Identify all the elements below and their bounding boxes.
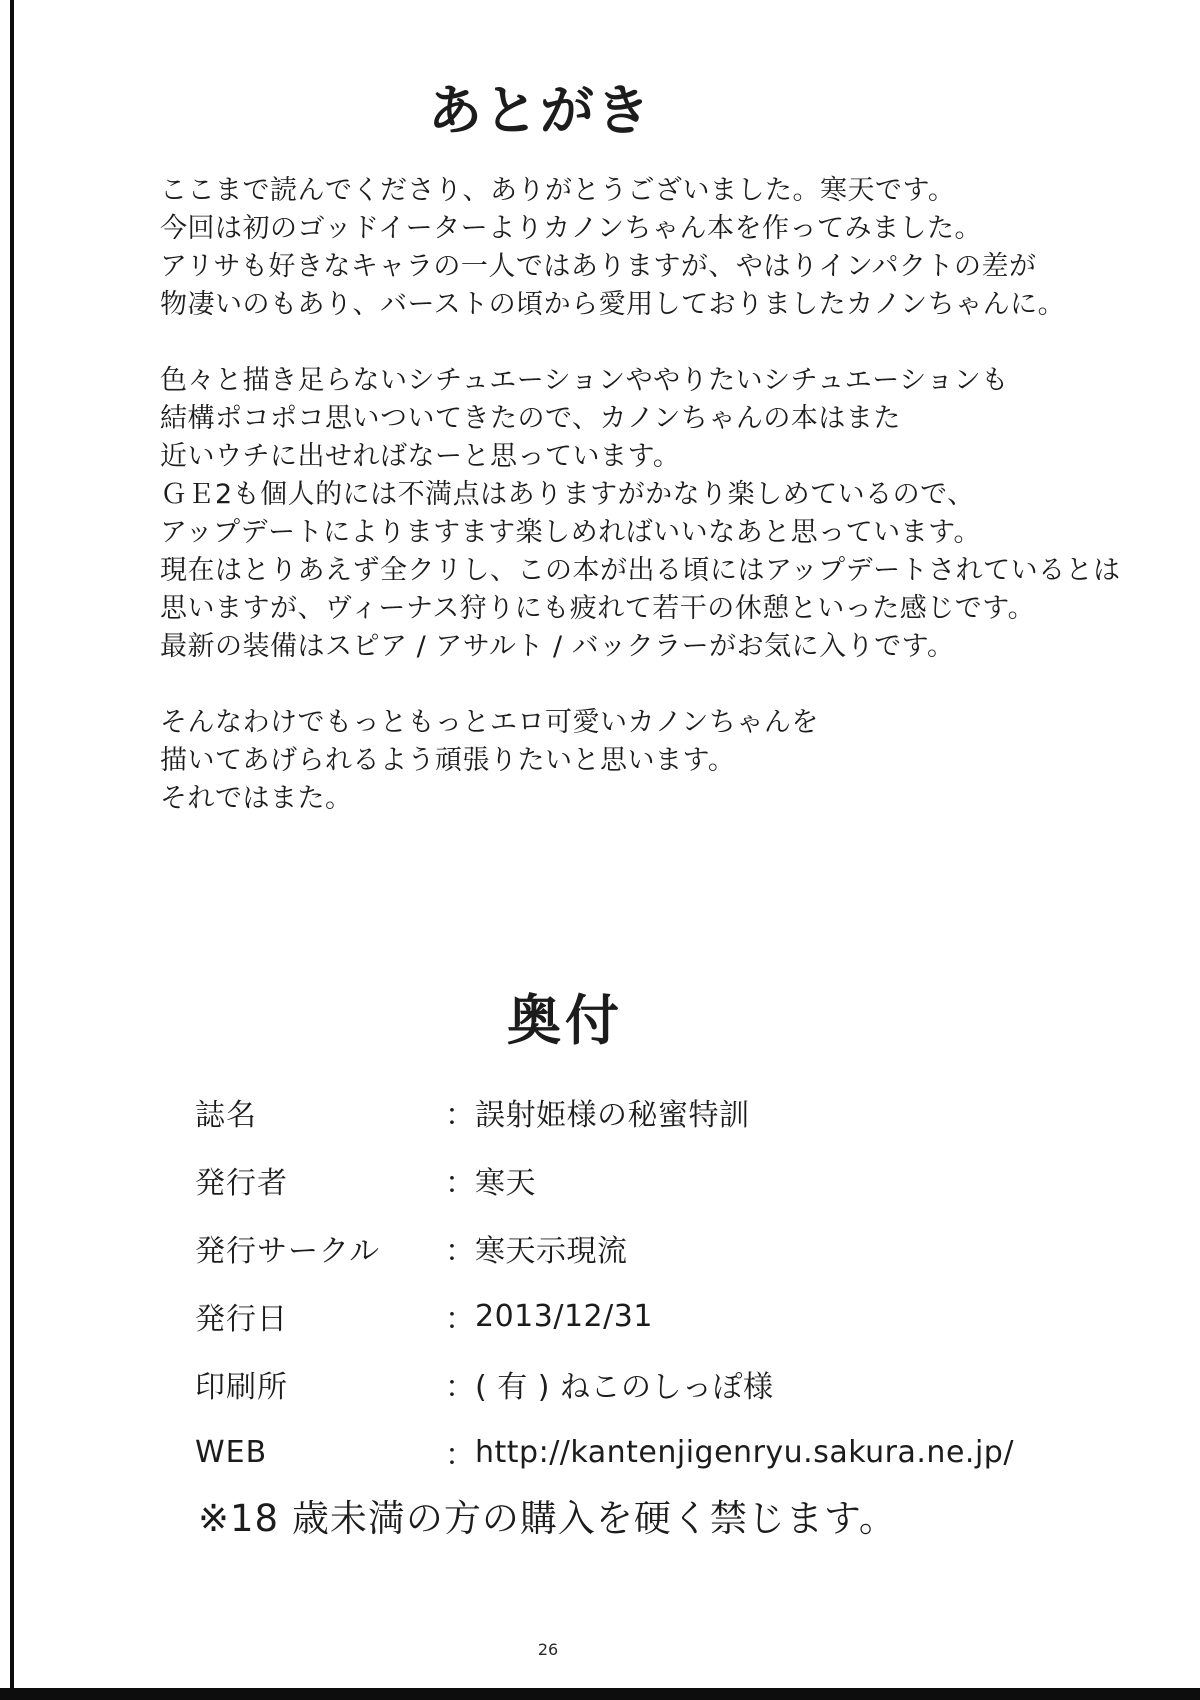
afterword-paragraph-3	[160, 704, 1100, 818]
afterword-line: アップデートによりますます楽しめればいいなあと思っています。	[160, 517, 981, 548]
afterword-line: ここまで読んでくださり、ありがとうございました。寒天です。	[160, 175, 956, 206]
afterword-line: 近いウチに出せればなーと思っています。	[160, 441, 681, 472]
colophon-colon: ：	[445, 1438, 475, 1473]
colophon-value: 2013/12/31	[475, 1298, 653, 1334]
colophon-row-web	[195, 1418, 1075, 1486]
colophon-colon: ：	[445, 1370, 475, 1405]
colophon-url: http://kantenjigenryu.sakura.ne.jp/	[475, 1434, 1014, 1470]
colophon-value: 寒天	[475, 1166, 536, 1201]
colophon-title: 奥付	[507, 989, 623, 1052]
colophon-label: 発行サークル	[195, 1234, 381, 1269]
colophon-value: 誤射姫様の秘蜜特訓	[475, 1098, 750, 1133]
afterword-title: あとがき	[428, 79, 652, 142]
colophon-row-author	[195, 1146, 1075, 1214]
afterword-line: 現在はとりあえず全クリし、この本が出る頃にはアップデートされているとは	[160, 555, 1121, 586]
colophon-row-circle	[195, 1214, 1075, 1282]
colophon-label: 発行者	[195, 1166, 288, 1201]
page-left-border	[10, 0, 14, 1700]
afterword-line: 思いますが、ヴィーナス狩りにも疲れて若干の休憩といった感じです。	[160, 593, 1036, 624]
colophon-colon: ：	[445, 1302, 475, 1337]
afterword-line: 今回は初のゴッドイーターよりカノンちゃん本を作ってみました。	[160, 213, 983, 244]
colophon-colon: ：	[445, 1234, 475, 1269]
colophon-value: ( 有 ) ねこのしっぽ様	[475, 1370, 774, 1405]
colophon-value: 寒天示現流	[475, 1234, 628, 1269]
colophon-row-date	[195, 1282, 1075, 1350]
colophon-label: 印刷所	[195, 1370, 288, 1405]
afterword-body	[160, 172, 1121, 856]
colophon-colon: ：	[445, 1166, 475, 1201]
afterword-line: アリサも好きなキャラの一人ではありますが、やはりインパクトの差が	[160, 251, 1037, 282]
afterword-line: 結構ポコポコ思いついてきたので、カノンちゃんの本はまた	[160, 403, 901, 434]
colophon-row-printer	[195, 1350, 1075, 1418]
colophon-label: 発行日	[195, 1302, 288, 1337]
afterword-paragraph-1	[160, 172, 1100, 324]
colophon-label: WEB	[195, 1434, 268, 1470]
colophon-label: 誌名	[195, 1098, 257, 1133]
afterword-line: 最新の装備はスピア / アサルト / バックラーがお気に入りです。	[160, 631, 955, 662]
afterword-line: それではまた。	[160, 783, 353, 814]
afterword-line: 物凄いのもあり、バーストの頃から愛用しておりましたカノンちゃんに。	[160, 289, 1066, 320]
page-bottom-border	[0, 1688, 1200, 1700]
colophon-row-title	[195, 1078, 1075, 1146]
afterword-paragraph-2	[160, 362, 1121, 666]
age-restriction-warning: ※18 歳未満の方の購入を硬く禁じます。	[198, 1497, 897, 1540]
afterword-line: ＧＥ2も個人的には不満点はありますがかなり楽しめているので、	[160, 479, 975, 510]
colophon-colon: ：	[445, 1098, 475, 1133]
afterword-line: 色々と描き足らないシチュエーションややりたいシチュエーションも	[160, 365, 1009, 396]
afterword-line: そんなわけでもっともっとエロ可愛いカノンちゃんを	[160, 707, 819, 738]
page-number: 26	[537, 1640, 559, 1659]
colophon-table	[195, 1078, 1075, 1486]
afterword-line: 描いてあげられるよう頑張りたいと思います。	[160, 745, 736, 776]
